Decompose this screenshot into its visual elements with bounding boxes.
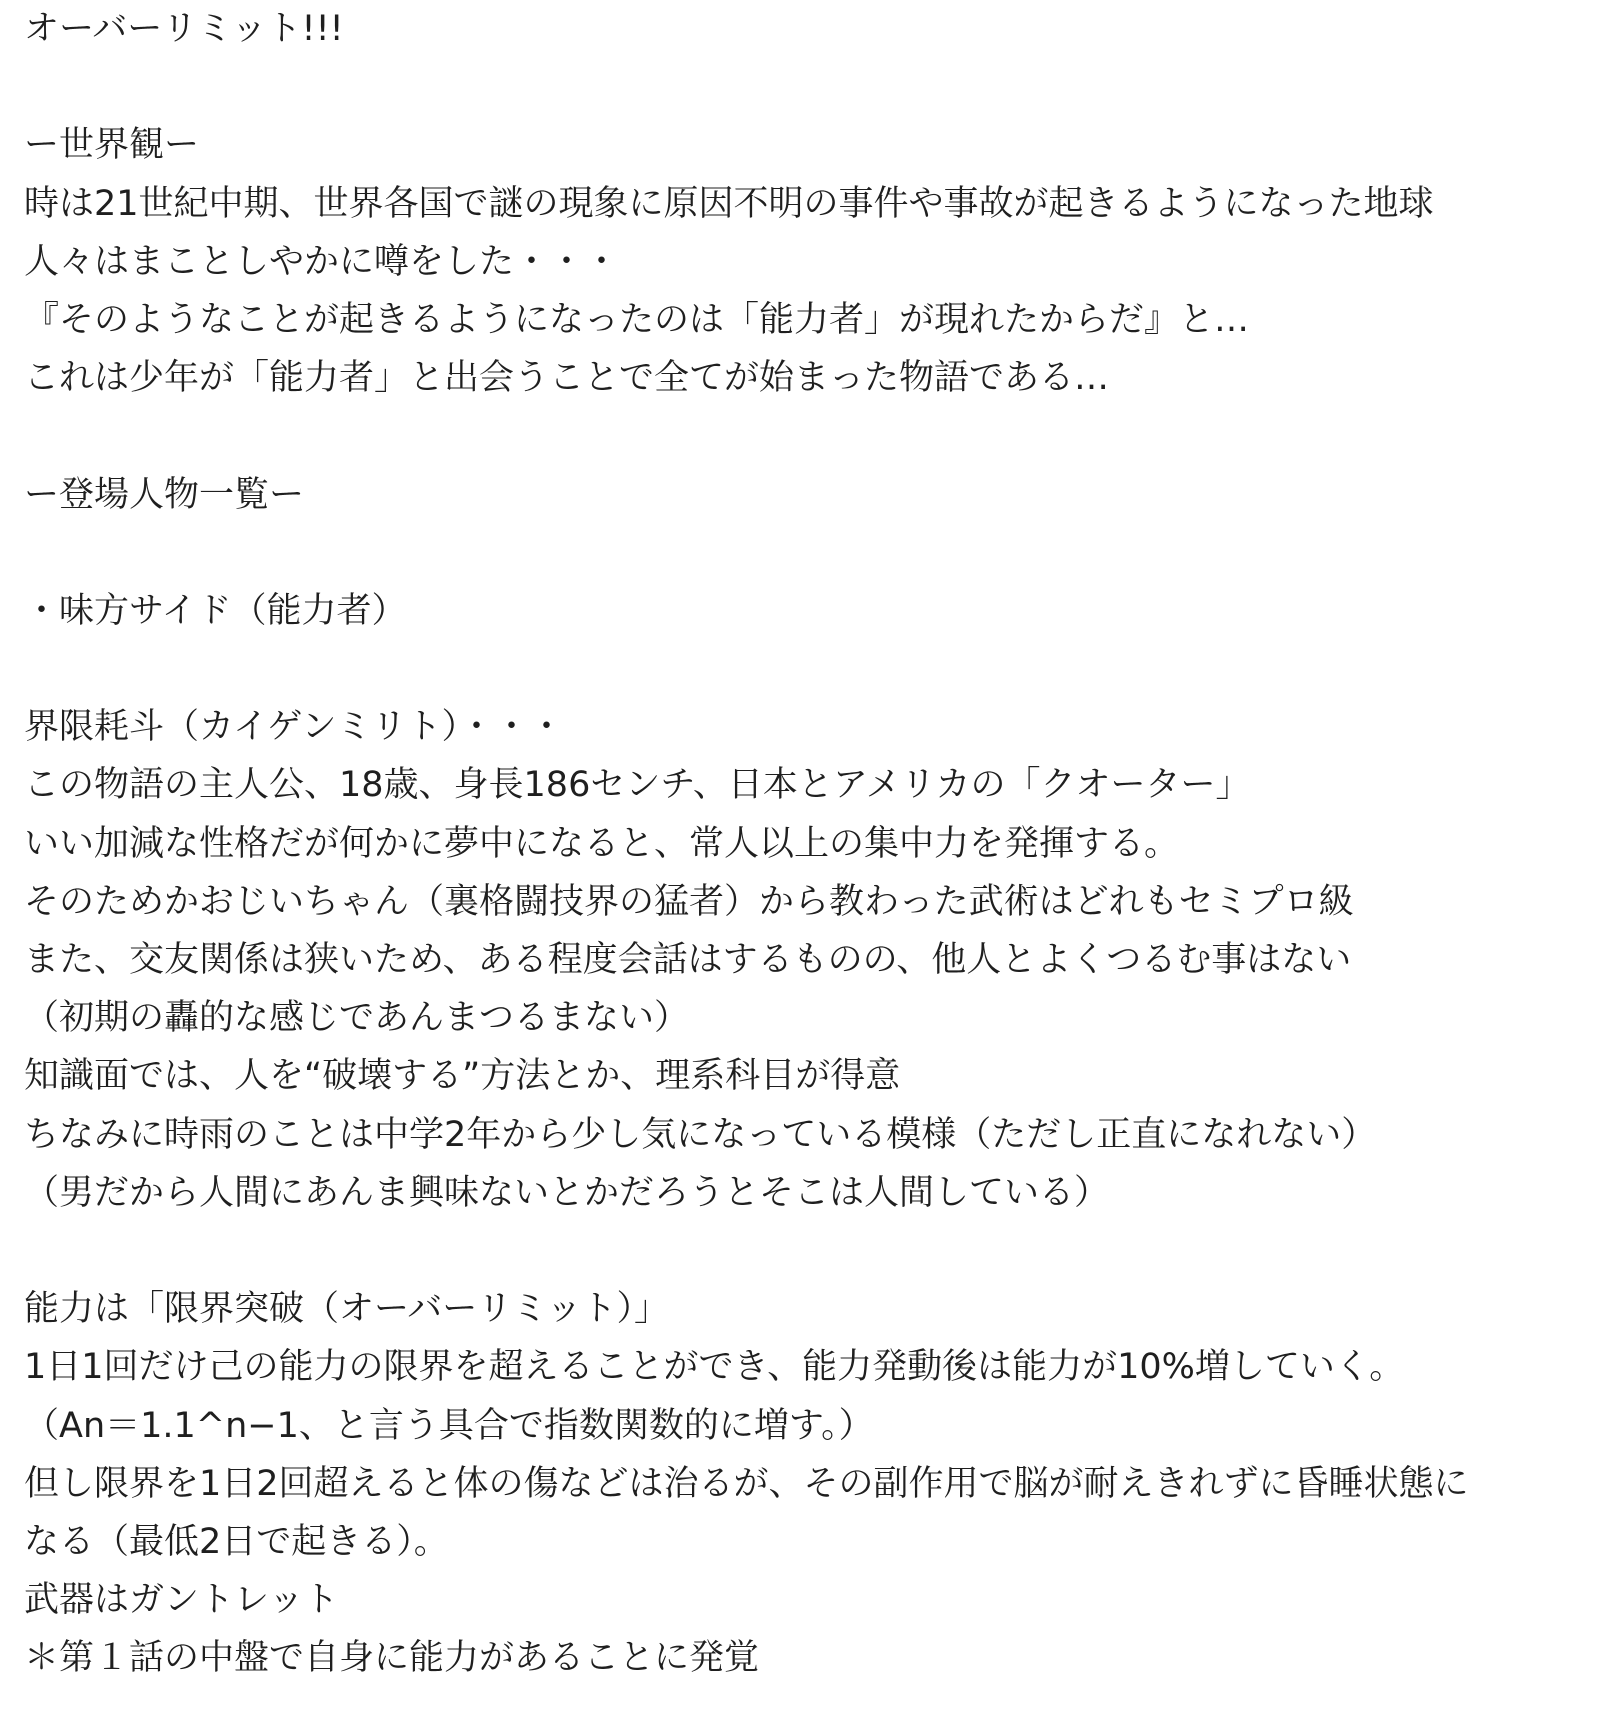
text-line: そのためかおじいちゃん（裏格闘技界の猛者）から教わった武術はどれもセミプロ級 xyxy=(24,881,1354,922)
blank-line xyxy=(24,1222,1616,1280)
section-heading-characters: ー登場人物一覧ー xyxy=(24,474,305,515)
blank-line xyxy=(24,407,1616,465)
document-title: オーバーリミット!!! xyxy=(24,9,344,49)
subsection-heading-allies: ・味方サイド（能力者） xyxy=(24,590,407,631)
text-line: また、交友関係は狭いため、ある程度会話はするものの、他人とよくつるむ事はない xyxy=(24,940,1352,980)
text-line: この物語の主人公、18歳、身長186センチ、日本とアメリカの「クオーター」 xyxy=(24,765,1251,806)
ability-heading: 能力は「限界突破（オーバーリミット）」 xyxy=(24,1289,670,1330)
blank-line xyxy=(24,524,1616,582)
text-line: いい加減な性格だが何かに夢中になると、常人以上の集中力を発揮する。 xyxy=(24,823,1180,864)
text-line: 人々はまことしやかに噂をした・・・ xyxy=(24,241,620,282)
text-line: これは少年が「能力者」と出会うことで全てが始まった物語である… xyxy=(24,358,1110,399)
text-line: 時は21世紀中期、世界各国で謎の現象に原因不明の事件や事故が起きるようになった地球 xyxy=(24,183,1434,224)
text-line: なる（最低2日で起きる）。 xyxy=(24,1521,449,1562)
blank-line xyxy=(24,640,1616,698)
document-body xyxy=(24,0,1616,1687)
blank-line xyxy=(24,58,1616,116)
text-line: 武器はガントレット xyxy=(24,1580,339,1621)
text-line: （初期の轟的な感じであんまつるまない） xyxy=(24,998,690,1039)
text-line: 『そのようなことが起きるようになったのは「能力者」が現れたからだ』と… xyxy=(24,299,1250,340)
section-heading-world: ー世界観ー xyxy=(24,125,200,166)
text-line: ＊第１話の中盤で自身に能力があることに発覚 xyxy=(24,1638,760,1679)
text-line: ちなみに時雨のことは中学2年から少し気になっている模様（ただし正直になれない） xyxy=(24,1114,1377,1155)
text-line: 1日1回だけ己の能力の限界を超えることができ、能力発動後は能力が10%増していく。 xyxy=(24,1347,1405,1388)
text-line: 但し限界を1日2回超えると体の傷などは治るが、その副作用で脳が耐えきれずに昏睡状態に xyxy=(24,1463,1469,1504)
text-line: （男だから人間にあんま興味ないとかだろうとそこは人間している） xyxy=(24,1172,1110,1213)
text-line: （An＝1.1^n−1、と言う具合で指数関数的に増す。） xyxy=(24,1405,874,1446)
text-line: 知識面では、人を“破壊する”方法とか、理系科目が得意 xyxy=(24,1056,901,1097)
character-name: 界限耗斗（カイゲンミリト）・・・ xyxy=(24,707,565,748)
